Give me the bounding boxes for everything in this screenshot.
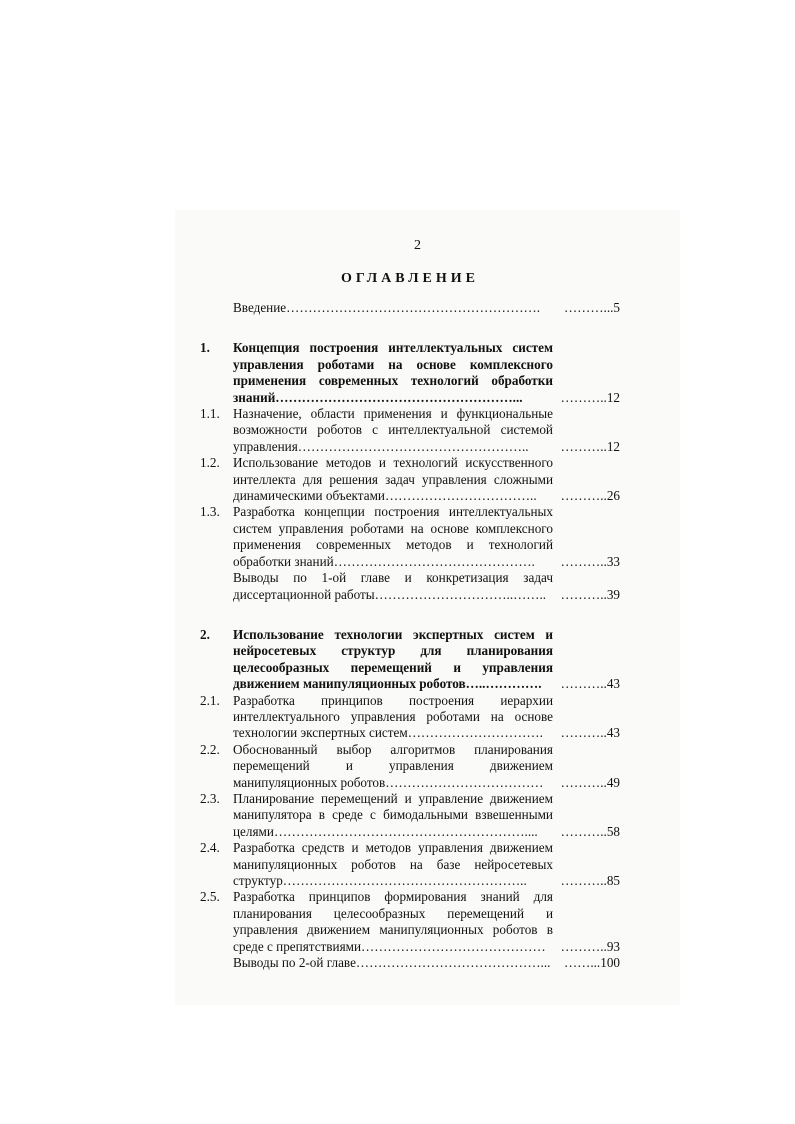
toc-entry-page: ………..39 bbox=[560, 586, 620, 602]
toc-entry-text: Назначение, области применения и функциональные возможности роботов с интеллектуальной системой управления…………………………………………….. bbox=[233, 406, 553, 454]
toc-entry-page: ………..26 bbox=[560, 488, 620, 504]
toc-entry-chapter-1[interactable] bbox=[200, 340, 620, 406]
toc-entry-text: Обоснованный выбор алгоритмов планирования перемещений и управления движением манипуляционных роботов……………………………… bbox=[233, 741, 553, 790]
toc-entry-page: ………...5 bbox=[563, 300, 620, 315]
toc-entry-number: 2. bbox=[200, 626, 210, 642]
toc-entry-number: 1. bbox=[200, 340, 210, 356]
toc-entry-section-1-2[interactable] bbox=[200, 455, 620, 504]
toc-entry-number: 2.5. bbox=[200, 889, 220, 905]
page-number: 2 bbox=[414, 238, 421, 253]
toc-entry-number bbox=[200, 570, 233, 603]
toc-entry-text: Концепция построения интеллектуальных систем управления роботами на основе комплексного применения современных технологий обработки знаний………………………………………………... bbox=[233, 340, 553, 405]
toc-entry-text: Разработка принципов построения иерархии интеллектуального управления роботами на основе технологии экспертных систем…………………………. bbox=[233, 692, 553, 741]
toc-entry-section-2-2[interactable] bbox=[200, 742, 620, 791]
toc-entry-page: ………..43 bbox=[560, 676, 620, 692]
toc-entry-section-1-3[interactable] bbox=[200, 504, 620, 570]
toc-entry-number: 2.1. bbox=[200, 692, 220, 708]
toc-entry-page: ………..33 bbox=[560, 553, 620, 569]
toc-entry-number bbox=[200, 955, 233, 971]
toc-entry-number: 1.1. bbox=[200, 406, 220, 422]
toc-entry-text: Использование методов и технологий искусственного интеллекта для решения задач управления сложными динамическими объектами…………………………….. bbox=[233, 455, 553, 504]
toc-entry-text: Разработка средств и методов управления движением манипуляционных роботов на базе нейросетевых структур……………………………………………….. bbox=[233, 840, 553, 888]
toc-entry-introduction[interactable] bbox=[200, 300, 620, 316]
toc-entry-number: 2.4. bbox=[200, 840, 220, 856]
toc-entry-section-2-5[interactable] bbox=[200, 889, 620, 955]
toc-entry-page: ………..49 bbox=[560, 774, 620, 790]
toc-entry-number: 2.3. bbox=[200, 790, 220, 806]
toc-entry-section-2-4[interactable] bbox=[200, 840, 620, 889]
toc-entry-number: 2.2. bbox=[200, 741, 220, 757]
toc-entry-number bbox=[200, 300, 233, 316]
table-of-contents bbox=[200, 300, 620, 971]
toc-entry-page: ………..12 bbox=[560, 438, 620, 454]
toc-entry-page: ……...100 bbox=[563, 955, 620, 971]
toc-entry-chapter-2[interactable] bbox=[200, 627, 620, 693]
toc-entry-conclusions-1[interactable] bbox=[200, 570, 620, 603]
toc-entry-number: 1.2. bbox=[200, 455, 220, 471]
toc-entry-section-1-1[interactable] bbox=[200, 406, 620, 455]
toc-entry-text: Выводы по 2-ой главе……………………………………... bbox=[233, 955, 551, 971]
toc-entry-conclusions-2[interactable] bbox=[200, 955, 620, 971]
toc-entry-text: Разработка принципов формирования знаний для планирования целесообразных перемещений и управления движением манипуляционных роботов в среде с препятствиями…………………………………… bbox=[233, 889, 553, 954]
toc-entry-section-2-3[interactable] bbox=[200, 791, 620, 840]
toc-entry-page: ………..43 bbox=[560, 725, 620, 741]
toc-entry-page: ………..12 bbox=[560, 389, 620, 405]
toc-entry-page: ………..58 bbox=[560, 823, 620, 839]
toc-entry-text: Введение…………………………………………………. bbox=[233, 300, 541, 315]
toc-entry-page: ………..93 bbox=[560, 938, 620, 954]
toc-entry-page: ………..85 bbox=[560, 873, 620, 888]
toc-entry-number: 1.3. bbox=[200, 504, 220, 520]
toc-entry-text: Выводы по 1-ой главе и конкретизация задач диссертационной работы…………………………..…….. bbox=[233, 570, 553, 602]
toc-entry-text: Использование технологии экспертных систем и нейросетевых структур для планирования целесообразных перемещений и управления движением манипуляционных роботов…..…………. bbox=[233, 626, 553, 692]
toc-entry-text: Планирование перемещений и управление движением манипулятора в среде с бимодальными взвешенными целями………………………………………………….... bbox=[233, 790, 553, 839]
toc-entry-section-2-1[interactable] bbox=[200, 693, 620, 742]
toc-title: ОГЛАВЛЕНИЕ bbox=[341, 271, 479, 286]
toc-entry-text: Разработка концепции построения интеллектуальных систем управления роботами на основе комплексного применения современных методов и технологий обработки знаний………………………………………. bbox=[233, 504, 553, 569]
